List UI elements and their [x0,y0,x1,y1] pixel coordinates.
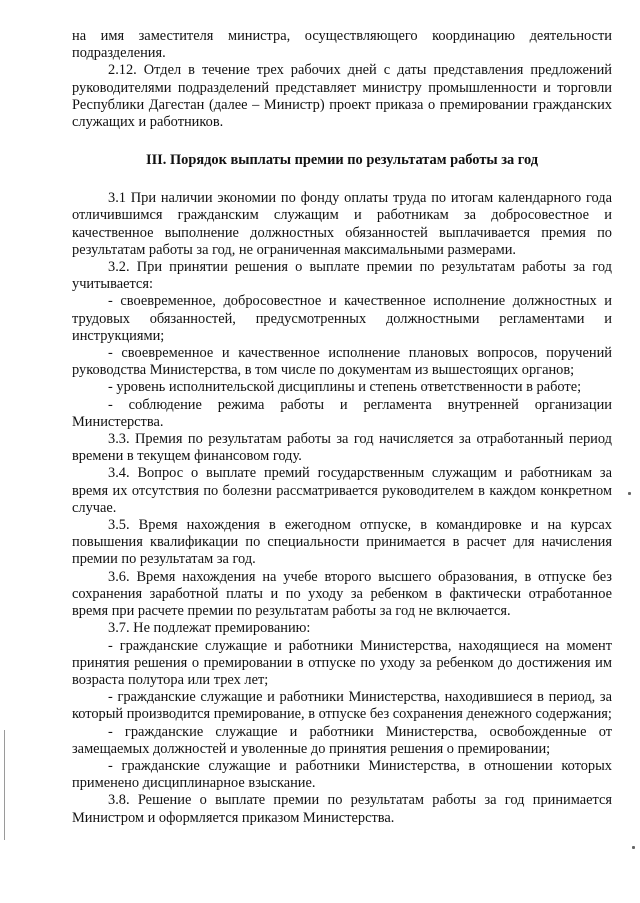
list-item: - своевременное и качественное исполнение плановых вопросов, поручений руководства Министерства, в том числе по документам из вышестоящих органов; [72,345,612,379]
paragraph-3-4: 3.4. Вопрос о выплате премий государственным служащим и работникам за время их отсутствия по болезни рассматривается руководителем в каждом конкретном случае. [72,465,612,516]
paragraph-3-1: 3.1 При наличии экономии по фонду оплаты труда по итогам календарного года отличившимся гражданским служащим и работникам за добросовестное и качественное выполнение должностных обязанностей выплачивается премия по результатам работы за год, не ограниченная максимальными размерами. [72,190,612,258]
document-page [72,28,612,827]
list-item: - соблюдение режима работы и регламента внутренней организации Министерства. [72,396,612,430]
paragraph-3-7: 3.7. Не подлежат премированию: [108,620,311,637]
paragraph-3-2: 3.2. При принятии решения о выплате премии по результатам работы за год учитывается: [72,259,612,293]
intro-paragraph-continuation: на имя заместителя министра, осуществляющего координацию деятельности подразделения. [72,28,612,62]
scan-speck [632,846,635,849]
scan-margin-mark [4,730,5,840]
list-item: - уровень исполнительской дисциплины и степень ответственности в работе; [108,379,582,396]
paragraph-3-3: 3.3. Премия по результатам работы за год начисляется за отработанный период времени в текущем финансовом году. [72,431,612,465]
list-item: - гражданские служащие и работники Министерства, в отношении которых применено дисциплинарное взыскание. [72,757,612,792]
list-item: - гражданские служащие и работники Министерства, находящиеся на момент принятия решения о премировании в отпуске по уходу за ребенком до достижения им возраста полутора или трех лет; [72,637,612,688]
paragraph-3-6: 3.6. Время нахождения на учебе второго высшего образования, в отпуске без сохранения заработной платы и по уходу за ребенком в фактически отработанное время при расчете премии по результатам работы за год не включается. [72,568,612,620]
paragraph-3-5: 3.5. Время нахождения в ежегодном отпуске, в командировке и на курсах повышения квалификации по специальности принимается в расчет для начисления премии по результатам за год. [72,517,612,568]
section-heading: III. Порядок выплаты премии по результатам работы за год [145,152,539,169]
list-item: - гражданские служащие и работники Министерства, освобожденные от замещаемых должностей и уволенные до принятия решения о премировании; [72,723,612,757]
scan-speck [628,492,631,495]
paragraph-2-12: 2.12. Отдел в течение трех рабочих дней с даты представления предложений руководителями подразделений представляет министру промышленности и торговли Республики Дагестан (далее – Министр) проект приказа о премировании гражданских служащих и работников. [72,62,612,131]
list-item: - гражданские служащие и работники Министерства, находившиеся в период, за который производится премирование, в отпуске без сохранения денежного содержания; [72,689,612,723]
list-item: - своевременное, добросовестное и качественное исполнение должностных и трудовых обязанностей, предусмотренных должностными регламентами и инструкциями; [72,293,612,344]
paragraph-3-8: 3.8. Решение о выплате премии по результатам работы за год принимается Министром и оформляется приказом Министерства. [72,792,612,826]
